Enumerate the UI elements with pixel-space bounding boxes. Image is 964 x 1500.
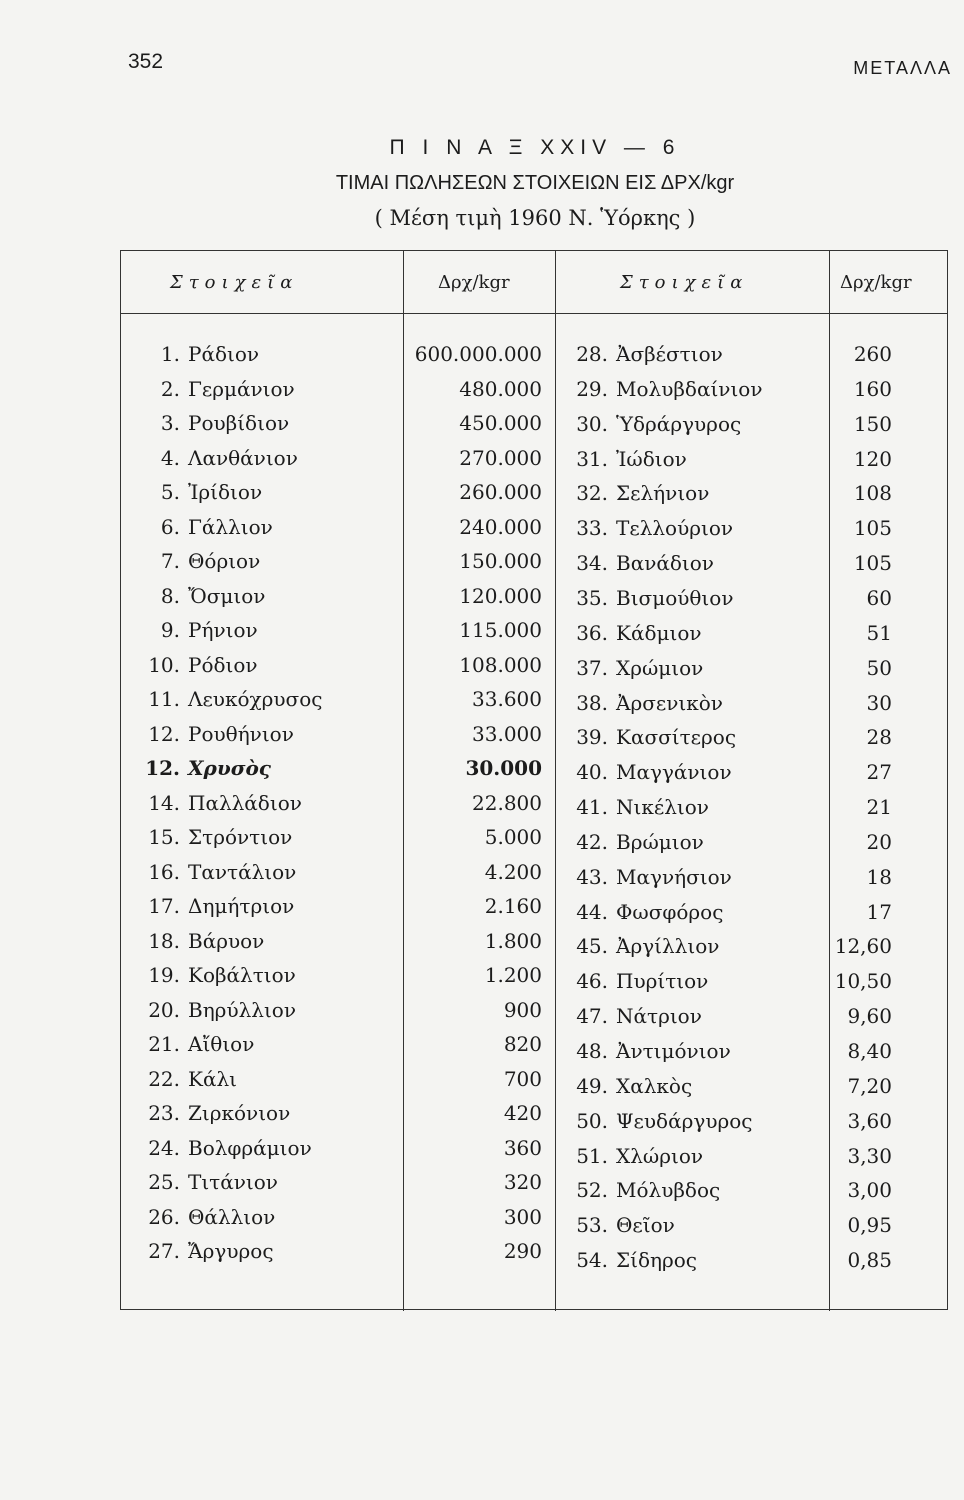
row-number: 23.	[148, 1101, 180, 1125]
element-name: Θάλλιον	[188, 1204, 276, 1229]
table-row	[0, 999, 964, 1033]
row-number: 10.	[148, 652, 180, 677]
element-price: 1.800	[484, 928, 542, 953]
table-row	[0, 1034, 964, 1068]
element-price: 30	[866, 690, 892, 715]
element-price: 480.000	[459, 376, 542, 401]
row-number: 4.	[160, 445, 180, 470]
table-row	[0, 476, 964, 510]
row-number: 12.	[145, 756, 180, 780]
row-number: 51.	[576, 1143, 608, 1168]
element-name: Ρουβίδιον	[188, 411, 290, 435]
element-price: 320	[503, 1170, 542, 1194]
element-price: 260	[853, 342, 892, 366]
row-number: 18.	[148, 928, 180, 953]
row-number: 19.	[148, 963, 180, 987]
element-name: Κοβάλτιον	[188, 963, 296, 987]
row-number: 14.	[148, 790, 180, 815]
table-row	[0, 407, 964, 441]
element-name: Ὄσμιον	[188, 583, 266, 608]
element-price: 27	[866, 760, 892, 785]
row-number: 24.	[148, 1135, 180, 1160]
element-price: 120.000	[459, 583, 542, 608]
element-name: Μόλυβδος	[616, 1178, 721, 1203]
row-number: 22.	[148, 1066, 180, 1091]
element-price: 1.200	[484, 963, 542, 987]
row-number: 27.	[148, 1239, 180, 1263]
row-number: 47.	[576, 1004, 608, 1029]
element-price: 7,20	[847, 1073, 892, 1098]
element-price: 50	[866, 655, 892, 680]
element-name: Ρήνιον	[188, 618, 258, 642]
element-price: 150.000	[459, 549, 542, 573]
element-name: Κάδμιον	[616, 620, 702, 645]
element-price: 105	[853, 551, 892, 576]
element-name: Βρώμιον	[616, 829, 704, 854]
element-name: Ἀσβέστιον	[616, 342, 723, 366]
element-name: Ἀργίλλιον	[616, 934, 720, 959]
element-price: 12,60	[834, 934, 892, 959]
row-number: 50.	[576, 1108, 608, 1133]
table-row	[0, 895, 964, 929]
table-row	[0, 546, 964, 580]
element-price: 450.000	[459, 411, 542, 435]
element-price: 9,60	[847, 1004, 892, 1029]
element-price: 150	[853, 411, 892, 436]
row-number: 29.	[576, 376, 608, 401]
row-number: 20.	[148, 997, 180, 1022]
element-price: 160	[853, 376, 892, 401]
element-name: Ὑδράργυρος	[616, 411, 742, 436]
element-name: Παλλάδιον	[188, 790, 302, 815]
element-price: 120	[853, 446, 892, 471]
row-number: 49.	[576, 1073, 608, 1098]
element-name: Βισμούθιον	[616, 585, 734, 610]
table-row	[0, 337, 964, 371]
element-price: 60	[866, 585, 892, 610]
row-number: 44.	[576, 899, 608, 924]
row-number: 17.	[148, 894, 180, 918]
table-row	[0, 1104, 964, 1138]
row-number: 5.	[160, 480, 180, 504]
row-number: 11.	[148, 687, 180, 711]
element-name: Χρυσὸς	[188, 756, 271, 780]
element-price: 20	[866, 829, 892, 854]
table-row	[0, 720, 964, 754]
element-name: Βανάδιον	[616, 551, 714, 576]
row-number: 26.	[148, 1204, 180, 1229]
element-name: Σελήνιον	[616, 481, 710, 506]
row-number: 37.	[576, 655, 608, 680]
element-price: 820	[503, 1032, 542, 1056]
element-name: Βάρυον	[188, 928, 265, 953]
row-number: 3.	[160, 411, 180, 435]
element-name: Βολφράμιον	[188, 1135, 312, 1160]
running-head: ΜΕΤΑΛΛΑ	[853, 58, 952, 78]
element-name: Μαγνήσιον	[616, 864, 732, 889]
element-price: 115.000	[459, 618, 542, 642]
row-number: 33.	[576, 516, 608, 541]
row-number: 36.	[576, 620, 608, 645]
element-name: Χρώμιον	[616, 655, 704, 680]
element-price: 0,85	[847, 1248, 892, 1273]
element-price: 4.200	[484, 859, 542, 884]
element-price: 3,30	[847, 1143, 892, 1168]
table-row	[0, 686, 964, 720]
table-row	[0, 1208, 964, 1242]
element-price: 300	[503, 1204, 542, 1229]
row-number: 34.	[576, 551, 608, 576]
row-number: 7.	[160, 549, 180, 573]
element-price: 3,00	[847, 1178, 892, 1203]
element-name: Θεῖον	[616, 1213, 675, 1238]
header-divider	[121, 313, 947, 314]
row-number: 25.	[148, 1170, 180, 1194]
element-price: 28	[866, 725, 892, 750]
element-name: Ρουθήνιον	[188, 721, 294, 746]
element-price: 900	[503, 997, 542, 1022]
row-number: 2.	[160, 376, 180, 401]
row-number: 12.	[148, 721, 180, 746]
element-price: 18	[866, 864, 892, 889]
row-number: 8.	[160, 583, 180, 608]
element-name: Φωσφόρος	[616, 899, 724, 924]
element-name: Ἰώδιον	[616, 446, 687, 471]
table-row	[0, 1243, 964, 1277]
table-row	[0, 755, 964, 789]
row-number: 38.	[576, 690, 608, 715]
element-name: Ταντάλιον	[188, 859, 297, 884]
header-elements-left: Στοιχεῖα	[170, 272, 299, 293]
header-price-right: Δρχ/kgr	[840, 272, 912, 293]
element-price: 270.000	[459, 445, 542, 470]
element-price: 105	[853, 516, 892, 541]
row-number: 46.	[576, 969, 608, 994]
row-number: 31.	[576, 446, 608, 471]
element-name: Ἀντιμόνιον	[616, 1039, 731, 1063]
element-name: Ἰρίδιον	[188, 480, 263, 504]
row-number: 1.	[160, 342, 180, 366]
element-price: 600.000.000	[414, 342, 542, 366]
element-price: 290	[503, 1239, 542, 1263]
table-row	[0, 511, 964, 545]
row-number: 21.	[148, 1032, 180, 1056]
element-price: 3,60	[847, 1108, 892, 1133]
element-name: Μολυβδαίνιον	[616, 376, 763, 401]
row-number: 9.	[160, 618, 180, 642]
row-number: 45.	[576, 934, 608, 959]
element-name: Δημήτριον	[188, 894, 295, 918]
row-number: 43.	[576, 864, 608, 889]
table-row	[0, 825, 964, 859]
element-name: Τελλούριον	[616, 516, 734, 541]
header-elements-right: Στοιχεῖα	[620, 272, 749, 293]
element-name: Βηρύλλιον	[188, 997, 296, 1022]
element-price: 260.000	[459, 480, 542, 504]
element-name: Χλώριον	[616, 1143, 704, 1168]
element-price: 22.800	[472, 790, 542, 815]
element-name: Ἄργυρος	[188, 1239, 274, 1263]
row-number: 40.	[576, 760, 608, 785]
row-number: 15.	[148, 825, 180, 849]
element-price: 5.000	[484, 825, 542, 849]
table-row	[0, 616, 964, 650]
table-row	[0, 860, 964, 894]
element-name: Ψευδάργυρος	[616, 1108, 753, 1133]
element-price: 33.000	[472, 721, 542, 746]
table-row	[0, 1139, 964, 1173]
element-price: 8,40	[847, 1039, 892, 1063]
element-name: Ἀρσενικὸν	[616, 690, 723, 715]
element-price: 33.600	[472, 687, 542, 711]
element-name: Κασσίτερος	[616, 725, 737, 750]
row-number: 39.	[576, 725, 608, 750]
element-price: 10,50	[834, 969, 892, 994]
element-price: 30.000	[465, 756, 542, 780]
element-price: 420	[503, 1101, 542, 1125]
row-number: 41.	[576, 795, 608, 820]
element-name: Γάλλιον	[188, 514, 273, 539]
element-name: Σίδηρος	[616, 1248, 698, 1273]
table-row	[0, 442, 964, 476]
element-price: 360	[503, 1135, 542, 1160]
element-name: Λευκόχρυσος	[188, 687, 323, 711]
element-price: 21	[866, 795, 892, 820]
row-number: 6.	[160, 514, 180, 539]
table-row	[0, 581, 964, 615]
element-price: 108	[853, 481, 892, 506]
element-name: Χαλκὸς	[616, 1073, 693, 1098]
row-number: 48.	[576, 1039, 608, 1063]
element-price: 240.000	[459, 514, 542, 539]
row-number: 28.	[576, 342, 608, 366]
element-name: Ράδιον	[188, 342, 260, 366]
element-name: Νικέλιον	[616, 795, 709, 820]
element-name: Μαγγάνιον	[616, 760, 732, 785]
table-row	[0, 929, 964, 963]
element-name: Λανθάνιον	[188, 445, 298, 470]
element-name: Τιτάνιον	[188, 1170, 278, 1194]
element-name: Θόριον	[188, 549, 261, 573]
page-number: 352	[128, 50, 164, 73]
element-price: 700	[503, 1066, 542, 1091]
table-row	[0, 1069, 964, 1103]
row-number: 53.	[576, 1213, 608, 1238]
table-note: ( Μέση τιμὴ 1960 Ν. Ὑόρκης )	[374, 206, 696, 230]
element-price: 108.000	[459, 652, 542, 677]
element-name: Γερμάνιον	[188, 376, 295, 401]
row-number: 16.	[148, 859, 180, 884]
row-number: 54.	[576, 1248, 608, 1273]
table-row	[0, 964, 964, 998]
element-price: 51	[866, 620, 892, 645]
element-name: Αἴθιον	[188, 1032, 255, 1056]
element-name: Κάλι	[188, 1066, 237, 1091]
element-name: Ρόδιον	[188, 652, 258, 677]
row-number: 32.	[576, 481, 608, 506]
row-number: 35.	[576, 585, 608, 610]
element-name: Πυρίτιον	[616, 969, 709, 994]
element-price: 0,95	[847, 1213, 892, 1238]
table-title: Π Ι Ν Α Ξ XXIV — 6	[389, 136, 681, 159]
header-price-left: Δρχ/kgr	[438, 272, 510, 293]
table-row	[0, 790, 964, 824]
table-row	[0, 1173, 964, 1207]
row-number: 42.	[576, 829, 608, 854]
table-row	[0, 372, 964, 406]
row-number: 30.	[576, 411, 608, 436]
element-name: Στρόντιον	[188, 825, 293, 849]
element-price: 17	[866, 899, 892, 924]
element-price: 2.160	[484, 894, 542, 918]
table-row	[0, 651, 964, 685]
element-name: Νάτριον	[616, 1004, 702, 1029]
row-number: 52.	[576, 1178, 608, 1203]
table-subtitle: ΤΙΜΑΙ ΠΩΛΗΣΕΩΝ ΣΤΟΙΧΕΙΩΝ ΕΙΣ ΔΡΧ/kgr	[335, 172, 735, 194]
element-name: Ζιρκόνιον	[188, 1101, 291, 1125]
